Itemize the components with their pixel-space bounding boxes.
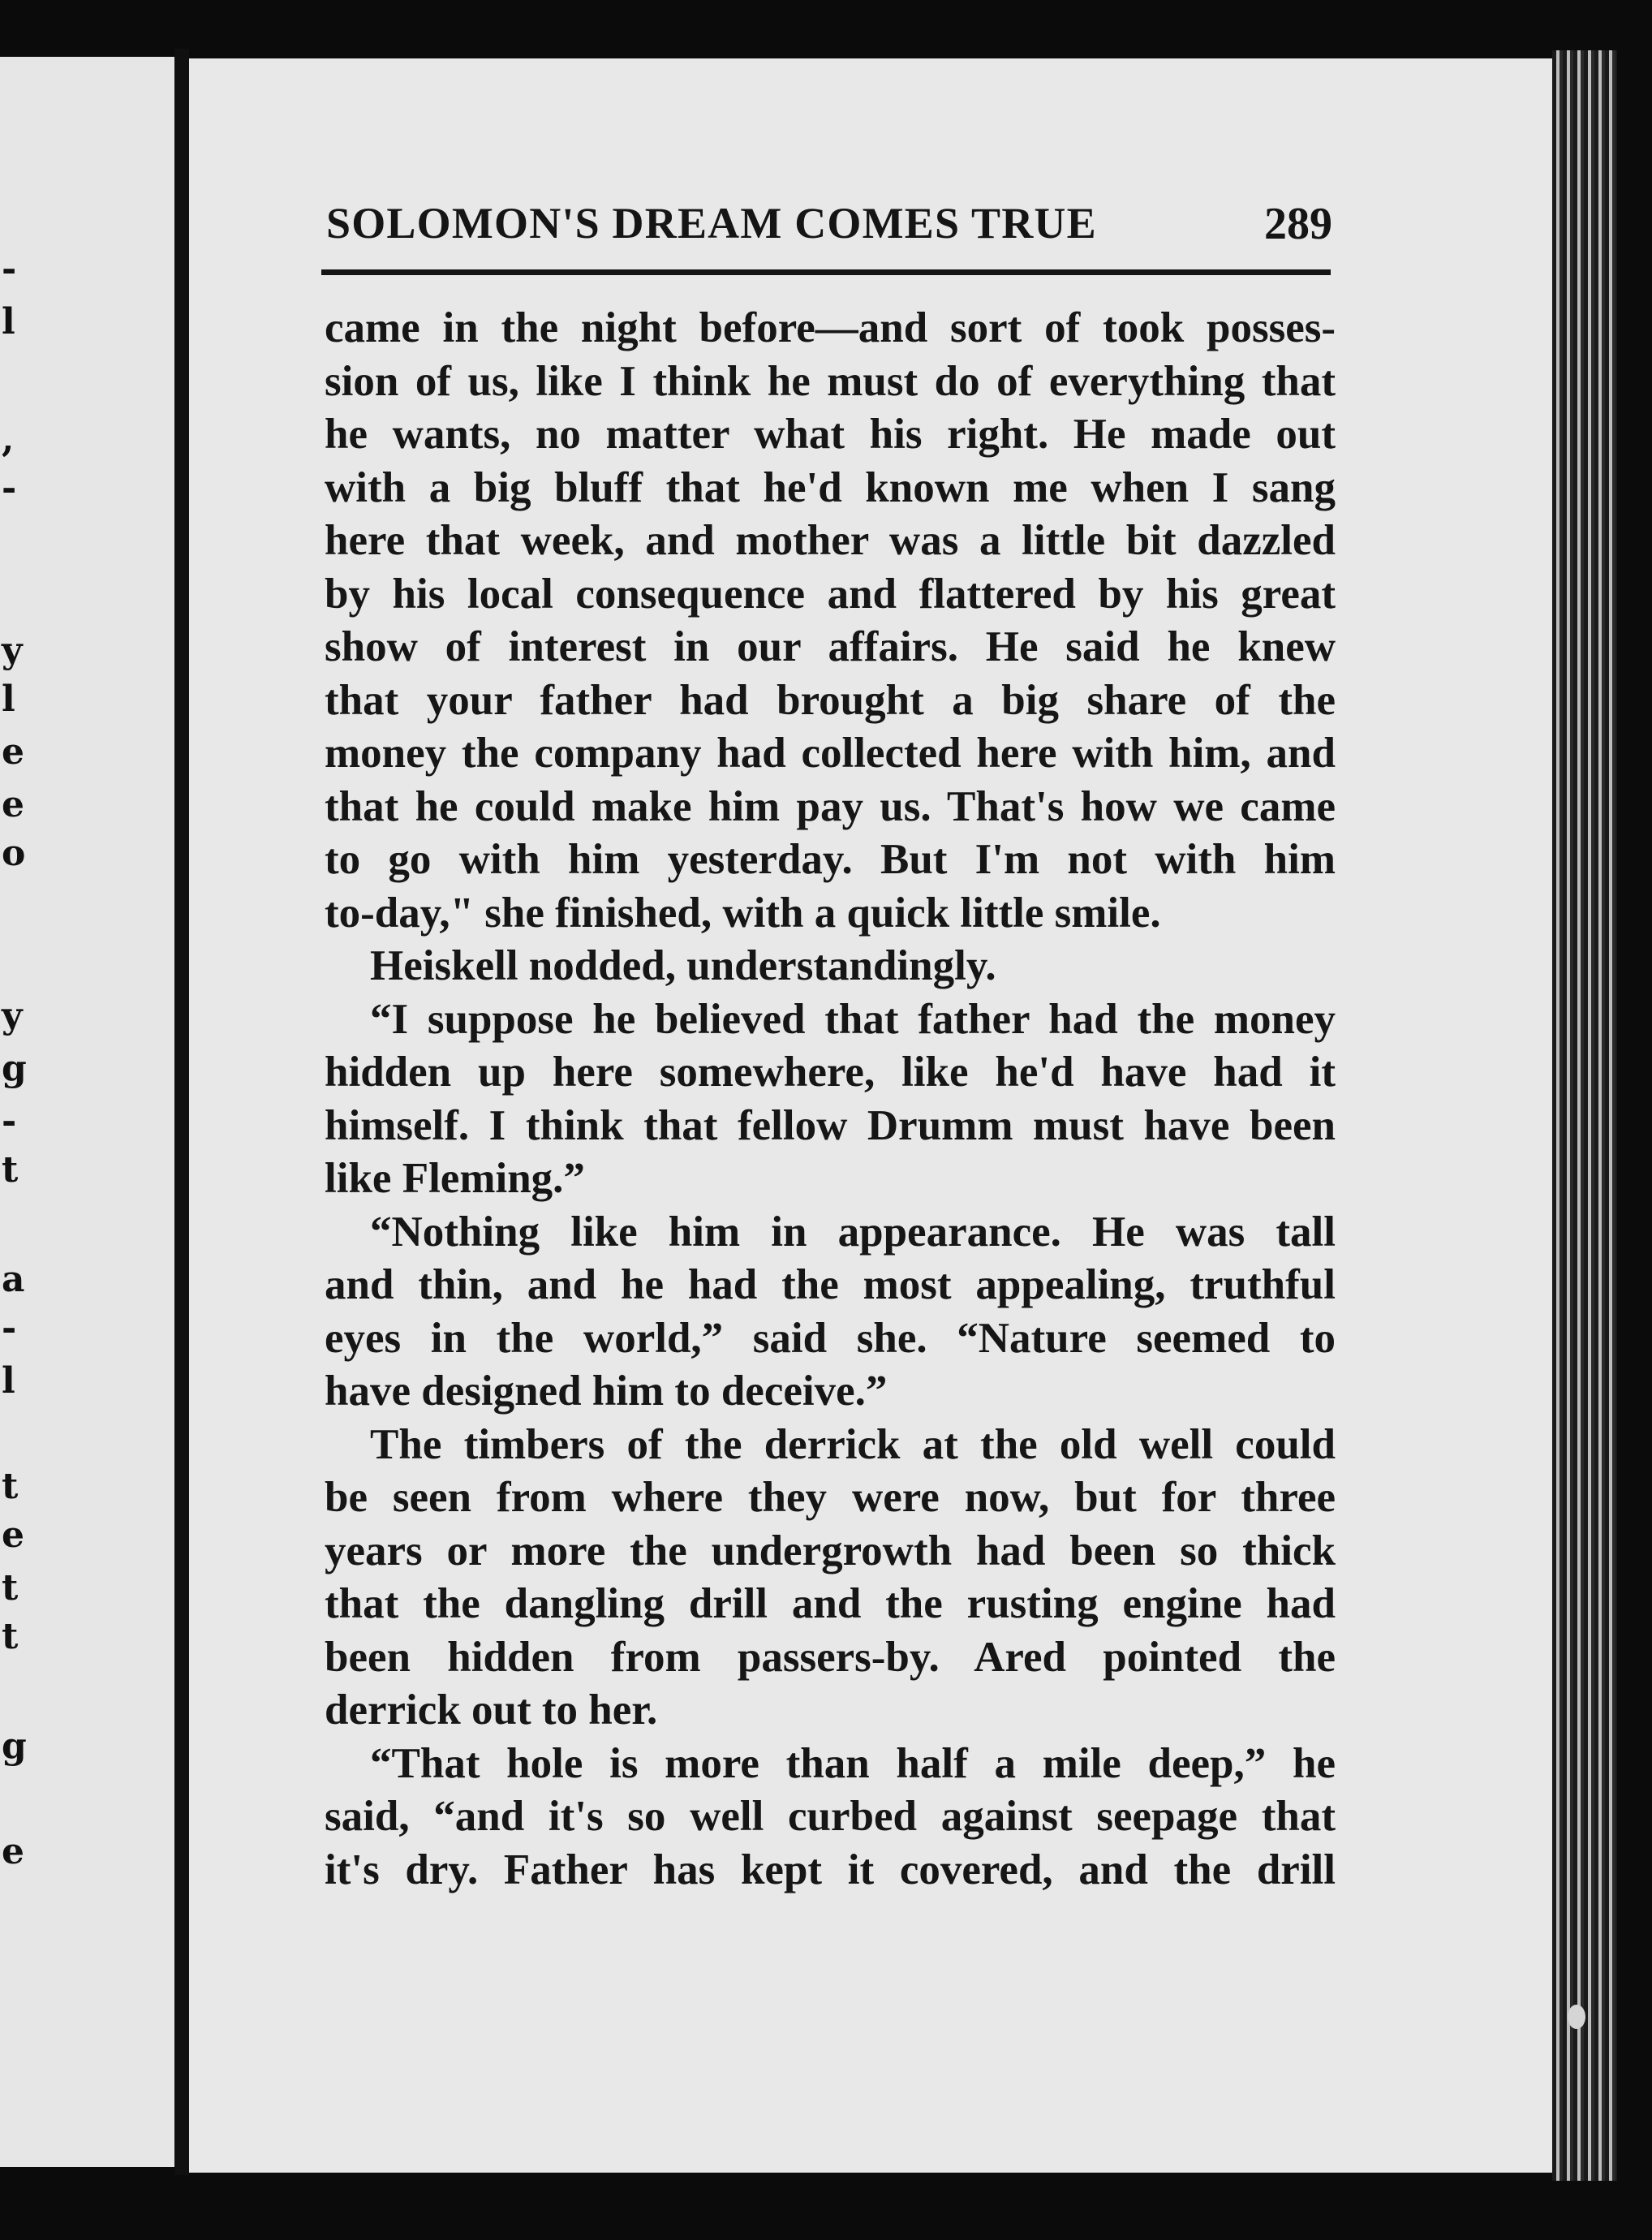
text-line: himself. I think that fellow Drumm must have been: [325, 1101, 1336, 1149]
edge-char: t: [2, 1466, 19, 1507]
edge-char: e: [2, 731, 24, 773]
text-line: said, “and it's so well curbed against seepage that: [325, 1793, 1336, 1840]
text-line: have designed him to deceive.”: [325, 1368, 888, 1415]
text-line: been hidden from passers-by. Ared pointed the: [325, 1633, 1336, 1681]
edge-char: t: [2, 1616, 19, 1657]
text-line: money the company had collected here with him, and: [325, 730, 1336, 777]
text-line: sion of us, like I think he must do of everything that: [325, 357, 1336, 405]
text-line: Heiskell nodded, understandingly.: [370, 942, 996, 989]
text-line: that the dangling drill and the rusting engine had: [325, 1580, 1336, 1627]
edge-char: y: [2, 995, 23, 1036]
facing-page-margin-characters: [0, 0, 32, 2240]
text-line: by his local consequence and flattered by his great: [325, 570, 1336, 618]
text-line: and thin, and he had the most appealing, truthful: [325, 1261, 1336, 1308]
page-edge-blemish: [1568, 2005, 1585, 2029]
edge-char: t: [2, 1149, 19, 1191]
text-line: it's dry. Father has kept it covered, and the drill: [325, 1846, 1336, 1893]
text-line: with a big bluff that he'd known me when I sang: [325, 463, 1336, 511]
edge-char: -: [2, 1307, 17, 1349]
edge-char: ,: [2, 419, 15, 460]
edge-char: -: [2, 467, 17, 509]
text-line: he wants, no matter what his right. He made out: [325, 411, 1336, 458]
text-line: show of interest in our affairs. He said he knew: [325, 623, 1336, 670]
text-line: here that week, and mother was a little bit dazzled: [325, 517, 1336, 564]
edge-char: o: [2, 833, 26, 874]
edge-char: e: [2, 1831, 24, 1872]
running-title: SOLOMON'S DREAM COMES TRUE: [326, 199, 1097, 248]
edge-char: g: [2, 1725, 27, 1767]
edge-char: l: [2, 678, 15, 720]
text-line: “Nothing like him in appearance. He was tall: [370, 1208, 1336, 1256]
text-line: years or more the undergrowth had been so thick: [325, 1527, 1336, 1574]
text-line: The timbers of the derrick at the old well could: [370, 1420, 1336, 1468]
text-line: came in the night before—and sort of took posses-: [325, 304, 1336, 351]
text-line: be seen from where they were now, but for three: [325, 1474, 1336, 1521]
text-line: that he could make him pay us. That's how we came: [325, 782, 1336, 830]
edge-char: -: [2, 248, 17, 290]
edge-char: y: [2, 630, 23, 671]
text-line: that your father had brought a big share of the: [325, 676, 1336, 724]
page-stack-edge: [1552, 50, 1617, 2181]
edge-char: -: [2, 1101, 17, 1142]
edge-char: a: [2, 1259, 25, 1300]
page-number: 289: [1264, 199, 1332, 249]
edge-char: g: [2, 1048, 27, 1089]
text-line: to-day," she finished, with a quick little smile.: [325, 889, 1161, 937]
book-gutter: [174, 49, 189, 2175]
text-line: like Fleming.”: [325, 1155, 585, 1202]
text-line: “I suppose he believed that father had the money: [370, 995, 1336, 1043]
edge-char: e: [2, 1514, 24, 1556]
edge-char: e: [2, 784, 24, 825]
edge-char: l: [2, 301, 15, 342]
edge-char: l: [2, 1360, 15, 1402]
text-line: to go with him yesterday. But I'm not with him: [325, 836, 1336, 883]
text-line: hidden up here somewhere, like he'd have had it: [325, 1049, 1336, 1096]
text-line: eyes in the world,” said she. “Nature seemed to: [325, 1314, 1336, 1362]
header-rule: [321, 269, 1331, 275]
text-line: “That hole is more than half a mile deep,” he: [370, 1739, 1336, 1787]
text-line: derrick out to her.: [325, 1686, 658, 1734]
body-text: [325, 302, 1336, 1897]
edge-char: t: [2, 1567, 19, 1609]
running-header: [326, 195, 1332, 260]
